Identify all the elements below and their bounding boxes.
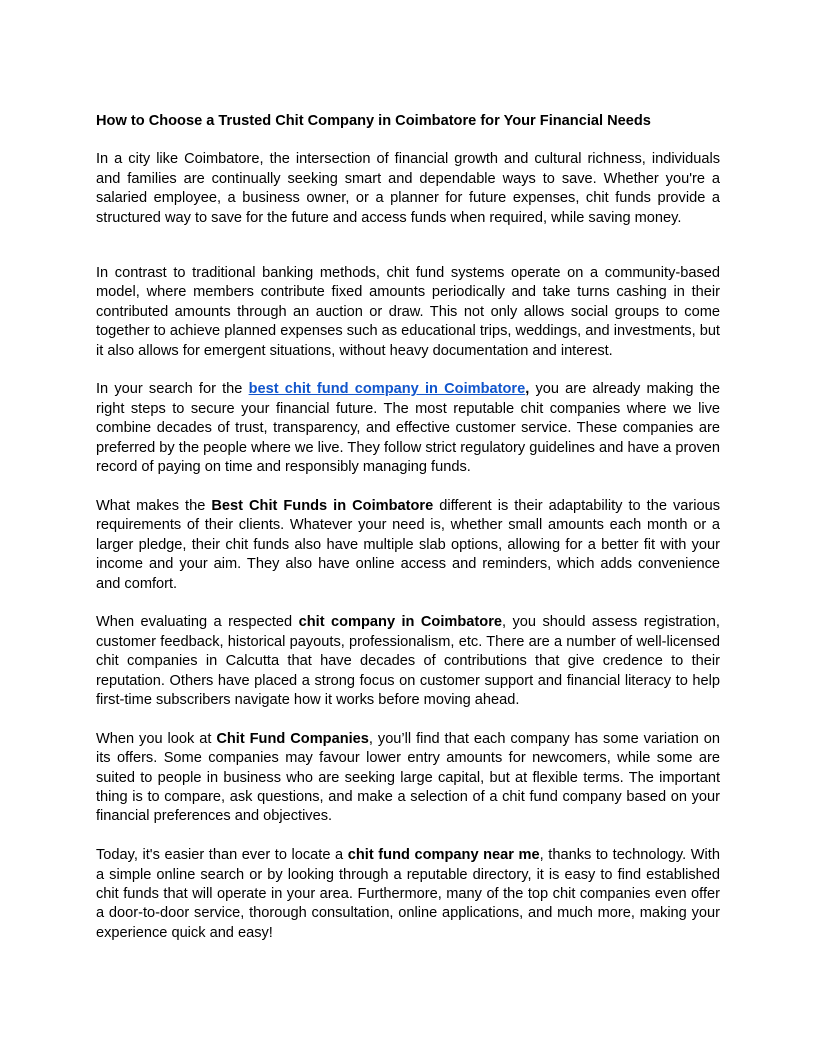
text: , [525, 381, 530, 398]
text: you are already making the right steps to secure your financial future. The most reputable chit companies where we live combine decades of trust, transparency, and effective customer service. These companies are preferred by the people where we live. They follow strict regulatory guidelines and have a proven record of paying on time and responsibly managing funds. [96, 381, 720, 476]
bold-text: Chit Fund Companies [216, 730, 369, 747]
text: What makes the [96, 497, 212, 514]
document-page [96, 112, 720, 963]
text: When evaluating a respected [96, 614, 299, 631]
text: Today, it's easier than ever to locate a [96, 847, 348, 864]
bold-text: chit company in Coimbatore [298, 614, 502, 631]
best-chit-fund-company-link[interactable]: best chit fund company in Coimbatore [248, 381, 526, 398]
text: , thanks to technology. With a simple online search or by looking through a reputable directory, it is easy to find established chit funds that will operate in your area. Furthermore, many of the top chit companies even offer a door-to-door service, thorough consultation, online applications, and much more, making your experience quick and easy! [96, 847, 720, 941]
text: different is their adaptability to the various requirements of their clients. Whatever your need is, whether small amounts each month or a larger pledge, their chit funds also have multiple slab options, allowing for a better fit with your income and your aim. They also have online access and reminders, which adds convenience and comfort. [96, 497, 720, 592]
paragraph-best-chit-funds [96, 497, 720, 594]
document-title: How to Choose a Trusted Chit Company in Coimbatore for Your Financial Needs [96, 113, 651, 129]
text: , you should assess registration, customer feedback, historical payouts, professionalism, etc. There are a number of well-licensed chit companies in Calcutta that have decades of contributions that give credence to their reputation. Others have placed a strong focus on customer support and financial literacy to help first-time subscribers navigate how it works before moving ahead. [96, 614, 720, 708]
text: In your search for the [96, 381, 249, 398]
paragraph-near-me [96, 846, 720, 943]
paragraph-intro: In a city like Coimbatore, the intersection of financial growth and cultural richness, individuals and families are continually seeking smart and dependable ways to save. Whether you're a salaried employee, a business owner, or a planner for future expenses, chit funds provide a structured way to save for the future and access funds when required, while saving money. [96, 151, 720, 226]
paragraph-chit-fund-model: In contrast to traditional banking methods, chit fund systems operate on a community-based model, where members contribute fixed amounts periodically and take turns cashing in their contributed amounts through an auction or draw. This not only allows social groups to come together to achieve planned expenses such as educational trips, weddings, and investments, but it also allows for emergent situations, without heavy documentation and interest. [96, 265, 720, 359]
bold-text: Best Chit Funds in Coimbatore [211, 497, 434, 514]
paragraph-evaluating [96, 613, 720, 710]
bold-text: chit fund company near me [347, 847, 540, 864]
text: When you look at [96, 730, 217, 747]
paragraph-search [96, 380, 720, 477]
text: , you’ll find that each company has some variation on its offers. Some companies may favour lower entry amounts for newcomers, while some are suited to people in business who are seeking large capital, but at flexible terms. The important thing is to compare, ask questions, and make a selection of a chit fund company based on your financial preferences and objectives. [96, 730, 720, 825]
paragraph-companies [96, 730, 720, 827]
